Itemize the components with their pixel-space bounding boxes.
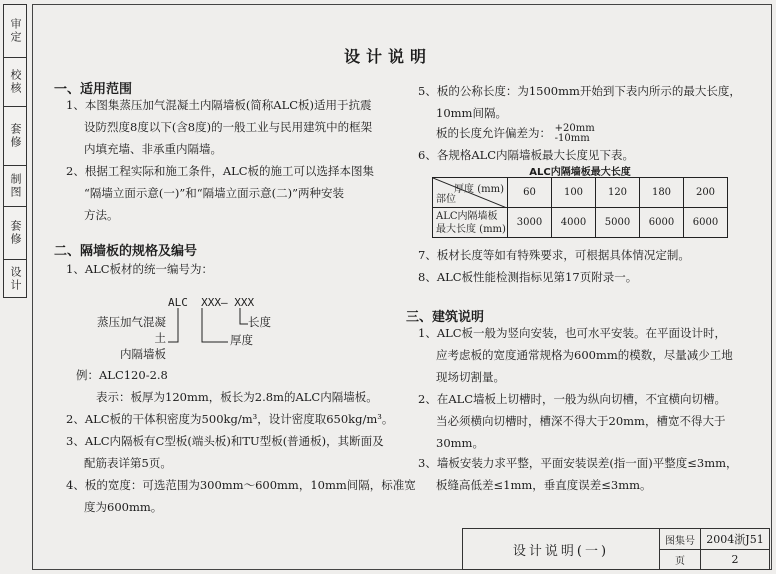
table-corner-cell: 厚度 (mm) 部位 bbox=[433, 178, 508, 208]
max-length-cell: 3000 bbox=[508, 208, 552, 238]
example-meaning: 表示：板厚为120mm，板长为2.8m的ALC内隔墙板。 bbox=[96, 390, 378, 404]
s3-para-1: 1、ALC板一般为竖向安装，也可水平安装。在平面设计时， 应考虑板的宽度通常规格为600mm的模数，尽量减少工地 现场切割量。 bbox=[418, 326, 733, 384]
s2-para-1: 1、ALC板材的统一编号为： bbox=[66, 262, 214, 276]
thickness-cell: 200 bbox=[684, 178, 728, 208]
s1-para-1: 1、本图集蒸压加气混凝土内隔墙板(简称ALC板)适用于抗震 设防烈度8度以下(含8度)的一般工业与民用建筑中的框架 内填充墙、非承重内隔墙。 bbox=[66, 98, 373, 156]
leader-line bbox=[168, 308, 178, 342]
section-3-heading: 三、建筑说明 bbox=[406, 310, 485, 325]
side-cell: 设计 bbox=[9, 265, 22, 292]
max-length-cell: 6000 bbox=[640, 208, 684, 238]
section-2-heading: 二、隔墙板的规格及编号 bbox=[54, 244, 198, 259]
page-title: 设计说明 bbox=[343, 47, 432, 66]
thickness-cell: 120 bbox=[596, 178, 640, 208]
code-format: ALC XXX— XXX bbox=[168, 296, 255, 309]
r-para-6: 6、各规格ALC内隔墙板最大长度见下表。 bbox=[418, 148, 635, 162]
thickness-cell: 180 bbox=[640, 178, 684, 208]
max-length-table bbox=[432, 177, 728, 238]
title-block bbox=[462, 528, 770, 570]
s2-para-3: 3、ALC内隔板有C型板(端头板)和TU型板(普通板)，其断面及 配筋表详第5页。 bbox=[66, 434, 384, 470]
side-cell: 审定 bbox=[4, 5, 26, 58]
thickness-cell: 100 bbox=[552, 178, 596, 208]
leader-line bbox=[240, 308, 248, 324]
r-para-7: 7、板材长度等如有特殊要求，可根据具体情况定制。 bbox=[418, 248, 690, 262]
max-length-cell: 5000 bbox=[596, 208, 640, 238]
title-block-key: 图集号 bbox=[660, 529, 701, 550]
leader-line bbox=[202, 308, 228, 342]
code-label-thickness: 厚度 bbox=[230, 333, 253, 347]
side-cell: 制图 bbox=[4, 166, 26, 207]
length-tolerance: 板的长度允许偏差为： +20mm -10mm bbox=[436, 123, 595, 144]
r-para-5: 5、板的公称长度：为1500mm开始到下表内所示的最大长度， 10mm间隔。 bbox=[418, 84, 741, 120]
title-block-key: 页 bbox=[660, 550, 701, 569]
side-cell: 套修 bbox=[4, 107, 26, 166]
page-number: 2 bbox=[731, 553, 739, 566]
section-1-heading: 一、适用范围 bbox=[54, 82, 133, 97]
title-block-name: 设计说明(一) bbox=[463, 529, 660, 569]
s3-para-2: 2、在ALC墙板上切槽时，一般为纵向切槽，不宜横向切槽。 当必须横向切槽时，槽深不得大于20mm，槽宽不得大于 30mm。 bbox=[418, 392, 727, 450]
max-length-cell: 6000 bbox=[684, 208, 728, 238]
s3-para-3: 3、墙板安装力求平整，平面安装误差(指一面)平整度≤3mm， 板缝高低差≤1mm，垂直度误差≤3mm。 bbox=[418, 456, 738, 492]
max-length-cell: 4000 bbox=[552, 208, 596, 238]
atlas-number: 2004浙J51 bbox=[701, 529, 769, 550]
code-label-length: 长度 bbox=[248, 315, 271, 329]
row-label-cell: ALC内隔墙板 最大长度 (mm) bbox=[433, 208, 508, 238]
thickness-cell: 60 bbox=[508, 178, 552, 208]
side-cell: 套修 bbox=[4, 207, 26, 260]
s2-para-2: 2、ALC板的干体积密度为500kg/m³，设计密度取650kg/m³。 bbox=[66, 412, 394, 426]
r-para-8: 8、ALC板性能检测指标见第17页附录一。 bbox=[418, 270, 638, 284]
s2-para-4: 4、板的宽度：可选范围为300mm～600mm，10mm间隔，标准宽 度为600mm。 bbox=[66, 478, 416, 514]
s1-para-2: 2、根据工程实际和施工条件，ALC板的施工可以选择本图集 “隔墙立面示意(一)”和“隔墙立面示意(二)”两种安装 方法。 bbox=[66, 164, 375, 222]
table-title: ALC内隔墙板最大长度 bbox=[529, 167, 631, 178]
code-label-material: 蒸压加气混凝土 内隔墙板 bbox=[97, 315, 166, 361]
side-cell: 校核 bbox=[4, 58, 26, 107]
example: 例：ALC120-2.8 bbox=[76, 368, 168, 382]
